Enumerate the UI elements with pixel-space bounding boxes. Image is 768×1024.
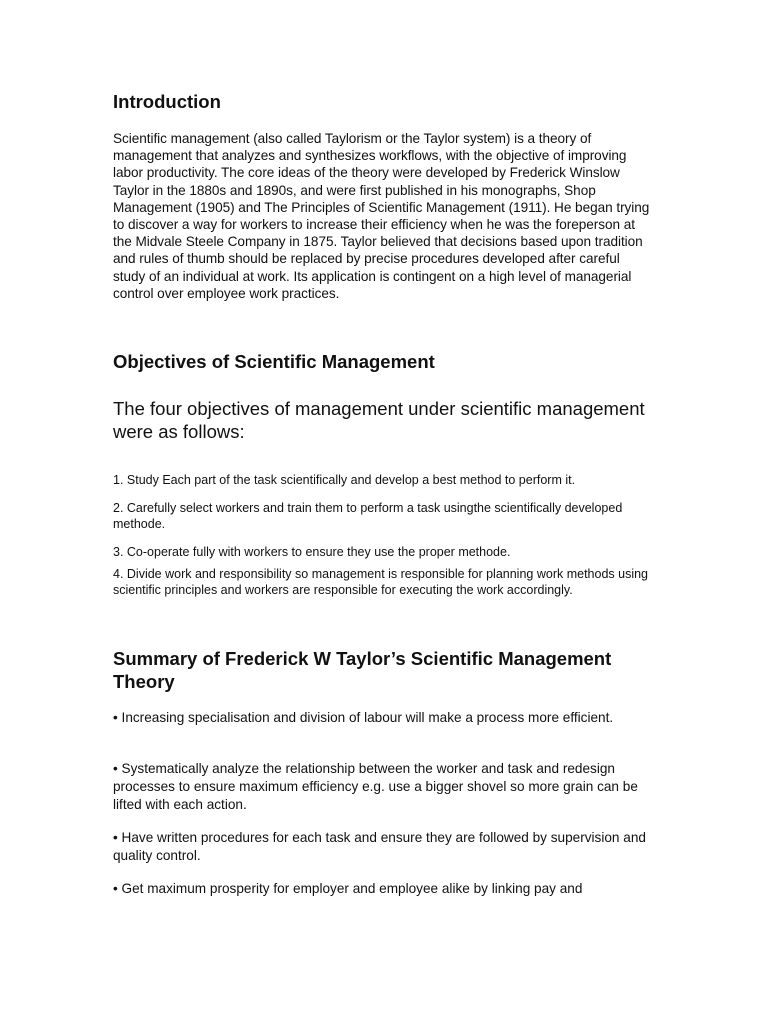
summary-bullet-1: • Increasing specialisation and division of labour will make a process more efficient. xyxy=(113,710,614,725)
introduction-paragraph: Scientific management (also called Taylorism or the Taylor system) is a theory of management that analyzes and synthesizes workflows, with the objective of improving labor productivity. The core ideas of the theory were developed by Frederick Winslow Taylor in the 1880s and 1890s, and were first published in his monographs, Shop Management (1905) and The Principles of Scientific Management (1911). He began trying to discover a way for workers to increase their efficiency when he was the foreperson at the Midvale Steele Company in 1875. Taylor believed that decisions based upon tradition and rules of thumb should be replaced by precise procedures developed after careful study of an individual at work. Its application is contingent on a high level of managerial control over employee work practices. xyxy=(113,131,650,301)
objective-item-3: 3. Co-operate fully with workers to ensure they use the proper methode. xyxy=(113,545,511,559)
summary-bullet-2: • Systematically analyze the relationship between the worker and task and redesign processes to ensure maximum efficiency e.g. use a bigger shovel so more grain can be lifted with each action. xyxy=(113,761,638,812)
objectives-heading: Objectives of Scientific Management xyxy=(113,351,435,372)
introduction-heading: Introduction xyxy=(113,91,221,112)
objective-item-2: 2. Carefully select workers and train them to perform a task usingthe scientifically developed methode. xyxy=(113,501,623,531)
summary-bullet-4: • Get maximum prosperity for employer and employee alike by linking pay and xyxy=(113,881,583,896)
objective-item-4: 4. Divide work and responsibility so management is responsible for planning work methods using scientific principles and workers are responsible for executing the work accordingly. xyxy=(113,567,648,597)
objectives-lead: The four objectives of management under scientific management were as follows: xyxy=(113,398,645,442)
summary-bullet-3: • Have written procedures for each task and ensure they are followed by supervision and quality control. xyxy=(113,830,646,863)
summary-heading: Summary of Frederick W Taylor’s Scientific Management Theory xyxy=(113,648,612,692)
objective-item-1: 1. Study Each part of the task scientifically and develop a best method to perform it. xyxy=(113,473,576,487)
